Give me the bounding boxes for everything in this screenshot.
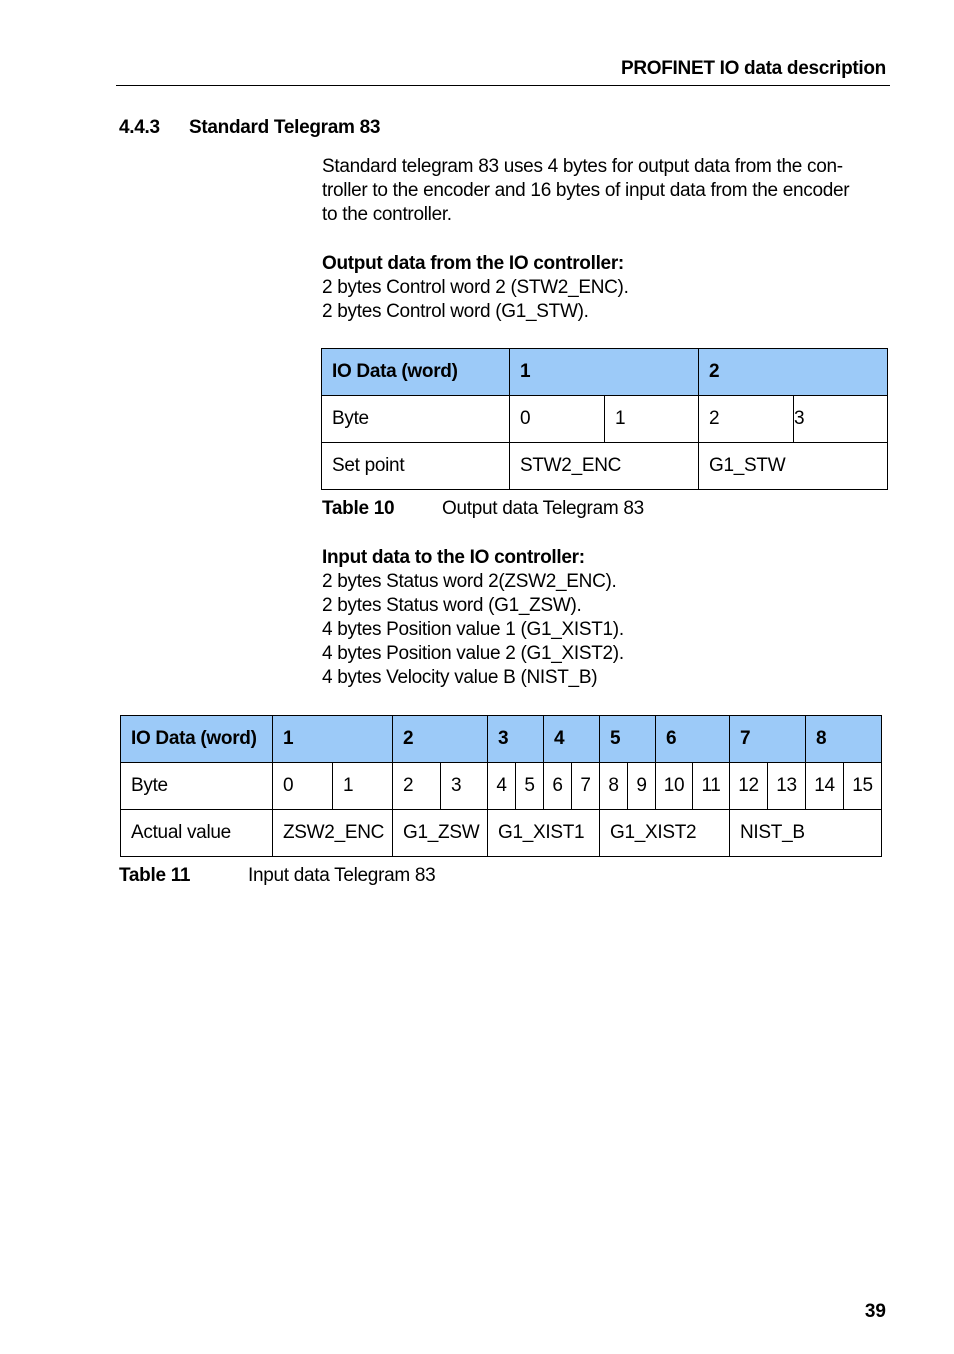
table-cell: Byte — [121, 763, 273, 810]
table-cell: 0 — [510, 396, 605, 443]
table-cell: G1_STW — [699, 443, 888, 490]
table-header-row — [322, 349, 888, 396]
header-cell: 2 — [699, 349, 888, 396]
table-caption-number: Table 10 — [322, 498, 395, 519]
table-caption-number: Table 11 — [119, 865, 191, 886]
table-cell: G1_XIST2 — [600, 810, 730, 857]
table-cell: 0 — [273, 763, 333, 810]
table-cell: 3 — [441, 763, 488, 810]
table-cell: 8 — [600, 763, 628, 810]
output-line: 2 bytes Control word (G1_STW). — [322, 301, 589, 322]
table-cell: Set point — [322, 443, 510, 490]
table-caption-text: Output data Telegram 83 — [442, 498, 644, 519]
header-cell: 1 — [273, 716, 393, 763]
table-cell: 6 — [544, 763, 572, 810]
intro-paragraph — [322, 155, 890, 227]
table-cell: 10 — [656, 763, 693, 810]
table-cell: 14 — [806, 763, 844, 810]
section-number: 4.4.3 — [119, 117, 160, 138]
page-number: 39 — [864, 1301, 886, 1322]
input-data-block — [322, 546, 890, 690]
table-row — [322, 443, 888, 490]
header-rule — [116, 85, 890, 86]
table-row — [121, 763, 882, 810]
table-cell: 1 — [605, 396, 699, 443]
table-cell: 4 — [488, 763, 516, 810]
table-cell: 5 — [516, 763, 544, 810]
input-line: 2 bytes Status word (G1_ZSW). — [322, 595, 582, 616]
table-cell: 7 — [572, 763, 600, 810]
table-cell: 13 — [768, 763, 806, 810]
header-cell: IO Data (word) — [322, 349, 510, 396]
table-cell: G1_XIST1 — [488, 810, 600, 857]
table-cell: STW2_ENC — [510, 443, 699, 490]
table-cell: Actual value — [121, 810, 273, 857]
table-cell: 2 — [393, 763, 441, 810]
table-cell: 1 — [333, 763, 393, 810]
output-line: 2 bytes Control word 2 (STW2_ENC). — [322, 277, 629, 298]
table-cell: 3 — [794, 396, 888, 443]
input-line: 2 bytes Status word 2(ZSW2_ENC). — [322, 571, 617, 592]
table-cell: 12 — [730, 763, 768, 810]
input-heading: Input data to the IO controller: — [322, 547, 585, 568]
input-line: 4 bytes Position value 1 (G1_XIST1). — [322, 619, 624, 640]
input-line: 4 bytes Position value 2 (G1_XIST2). — [322, 643, 624, 664]
header-cell: 5 — [600, 716, 656, 763]
table-cell: 2 — [699, 396, 794, 443]
table-header-row — [121, 716, 882, 763]
intro-line: Standard telegram 83 uses 4 bytes for output data from the con- — [322, 156, 843, 177]
running-header: PROFINET IO data description — [620, 58, 886, 79]
header-cell: 3 — [488, 716, 544, 763]
input-data-table — [120, 715, 882, 857]
table-cell: NIST_B — [730, 810, 882, 857]
intro-line: to the controller. — [322, 204, 452, 225]
table-cell: 15 — [844, 763, 882, 810]
section-title: Standard Telegram 83 — [189, 117, 381, 138]
header-cell: 4 — [544, 716, 600, 763]
table-row — [322, 396, 888, 443]
table-cell: G1_ZSW — [393, 810, 488, 857]
intro-line: troller to the encoder and 16 bytes of input data from the encoder — [322, 180, 850, 201]
table-cell: 9 — [628, 763, 656, 810]
output-heading: Output data from the IO controller: — [322, 253, 624, 274]
header-cell: IO Data (word) — [121, 716, 273, 763]
output-data-block — [322, 252, 890, 324]
header-cell: 7 — [730, 716, 806, 763]
table-cell: 11 — [693, 763, 730, 810]
header-cell: 6 — [656, 716, 730, 763]
table-cell: Byte — [322, 396, 510, 443]
input-line: 4 bytes Velocity value B (NIST_B) — [322, 667, 598, 688]
table-cell: ZSW2_ENC — [273, 810, 393, 857]
table-row — [121, 810, 882, 857]
header-cell: 8 — [806, 716, 882, 763]
output-data-table — [321, 348, 888, 490]
header-cell: 1 — [510, 349, 699, 396]
header-cell: 2 — [393, 716, 488, 763]
table-caption-text: Input data Telegram 83 — [248, 865, 436, 886]
